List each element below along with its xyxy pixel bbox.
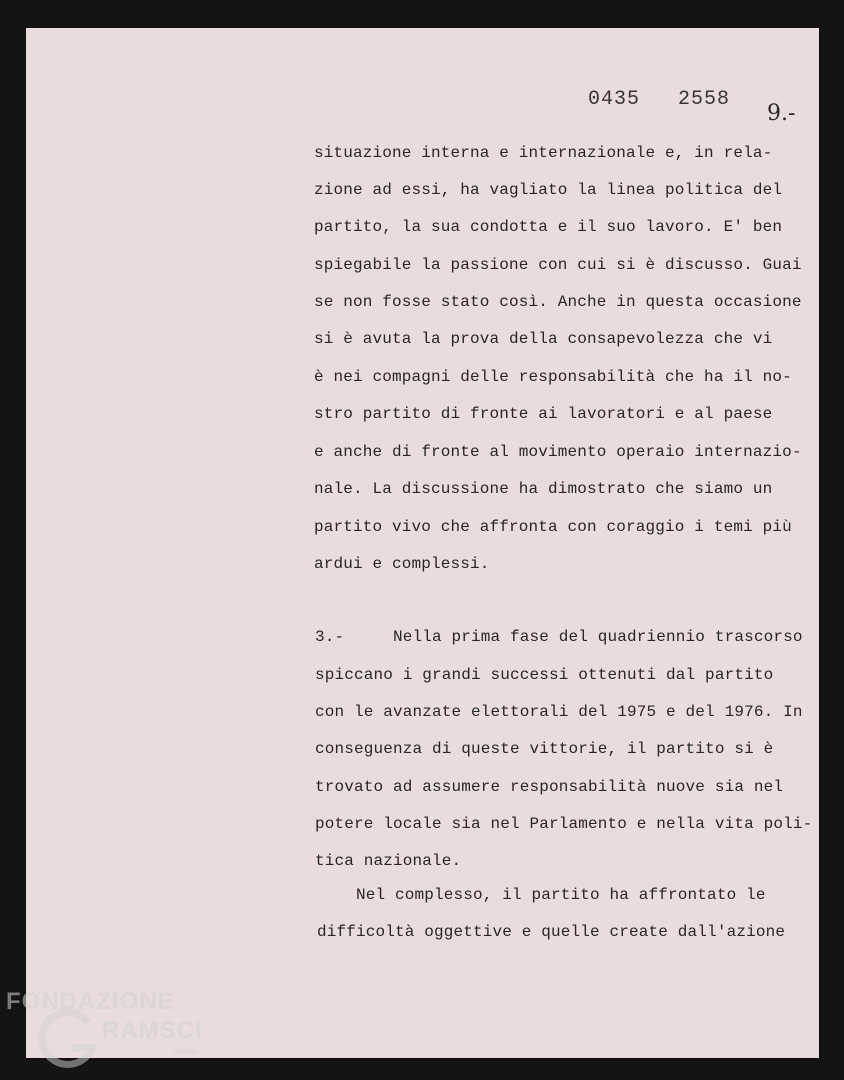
watermark-line2: RAMSCI bbox=[102, 1017, 203, 1044]
archive-stamp-left: 0435 bbox=[588, 88, 641, 111]
text-line: situazione interna e internazionale e, in rela- bbox=[314, 144, 773, 162]
text-line: spiegabile la passione con cui si è discusso. Guai bbox=[314, 256, 802, 274]
archive-stamp-right: 2558 bbox=[678, 88, 731, 111]
text-line: potere locale sia nel Parlamento e nella vita poli- bbox=[315, 815, 813, 833]
document-page bbox=[26, 28, 819, 1058]
text-line: conseguenza di queste vittorie, il partito si è bbox=[315, 740, 774, 758]
text-line: 3.- Nella prima fase del quadriennio trascorso bbox=[315, 628, 803, 646]
text-line: partito vivo che affronta con coraggio i temi più bbox=[314, 518, 792, 536]
gramsci-g-icon bbox=[36, 1008, 100, 1070]
text-line: spiccano i grandi successi ottenuti dal partito bbox=[315, 666, 774, 684]
text-line: zione ad essi, ha vagliato la linea politica del bbox=[314, 181, 783, 199]
text-line: ardui e complessi. bbox=[314, 555, 490, 573]
text-line: se non fosse stato così. Anche in questa occasione bbox=[314, 293, 802, 311]
watermark-line3: onlus bbox=[173, 1046, 197, 1057]
text-line: Nel complesso, il partito ha affrontato le bbox=[317, 886, 766, 904]
watermark-logo bbox=[6, 988, 216, 1073]
text-line: con le avanzate elettorali del 1975 e del 1976. In bbox=[315, 703, 803, 721]
text-line: si è avuta la prova della consapevolezza che vi bbox=[314, 330, 773, 348]
text-line: trovato ad assumere responsabilità nuove sia nel bbox=[315, 778, 784, 796]
text-line: è nei compagni delle responsabilità che ha il no- bbox=[314, 368, 792, 386]
text-line: partito, la sua condotta e il suo lavoro. E' ben bbox=[314, 218, 783, 236]
text-line: difficoltà oggettive e quelle create dall'azione bbox=[317, 923, 786, 941]
text-line: tica nazionale. bbox=[315, 852, 462, 870]
text-line: stro partito di fronte ai lavoratori e al paese bbox=[314, 405, 773, 423]
text-line: nale. La discussione ha dimostrato che siamo un bbox=[314, 480, 773, 498]
page-number: 9.- bbox=[767, 101, 796, 126]
watermark-line1: FONDAZIONE bbox=[6, 988, 175, 1015]
text-line: e anche di fronte al movimento operaio internazio- bbox=[314, 443, 802, 461]
